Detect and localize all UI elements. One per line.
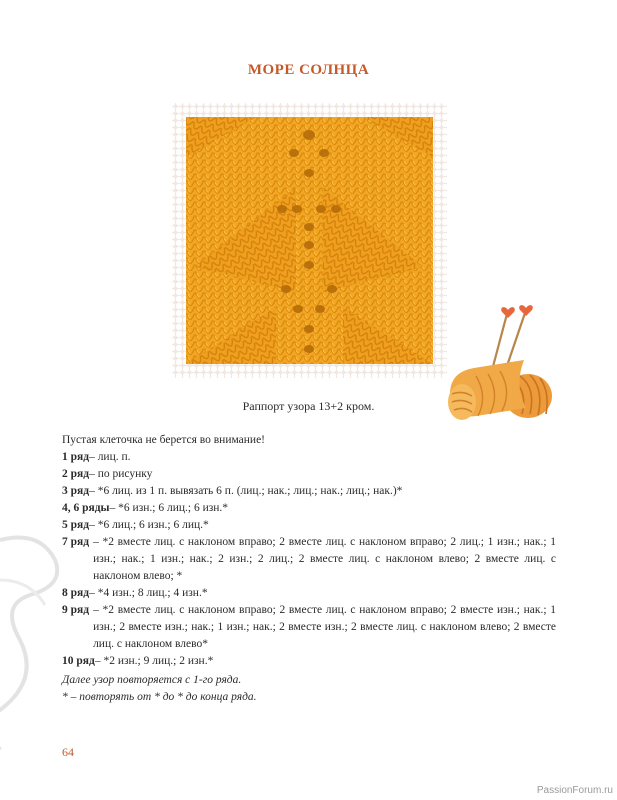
instruction-row: [62, 653, 556, 670]
row-label: 10 ряд: [62, 655, 95, 667]
row-label: 8 ряд: [62, 587, 90, 599]
row-label: 9 ряд: [62, 604, 90, 616]
instruction-row: [62, 483, 556, 500]
row-label: 2 ряд: [62, 468, 90, 480]
row-text: – *6 лиц.; 6 изн.; 6 лиц.*: [89, 519, 209, 531]
watermark: PassionForum.ru: [536, 785, 613, 796]
page-number: 64: [62, 745, 74, 759]
intro-text: Пустая клеточка не берется во внимание!: [62, 434, 266, 446]
yarn-and-needles-icon: [430, 298, 560, 448]
knitting-swatch-image: [186, 117, 433, 364]
row-text: – *6 изн.; 6 лиц.; 6 изн.*: [109, 502, 229, 514]
asterisk-note: * – повторять от * до * до конца ряда.: [62, 691, 257, 703]
instruction-row: [62, 602, 556, 653]
row-text: – лиц. п.: [89, 451, 131, 463]
knitting-instructions: [62, 432, 556, 670]
row-text: – по рисунку: [89, 468, 153, 480]
pattern-notes: [62, 672, 257, 706]
instruction-row: [62, 500, 556, 517]
row-text: – *6 лиц. из 1 п. вывязать 6 п. (лиц.; нак.; лиц.; нак.; лиц.; нак.)*: [89, 485, 403, 497]
page-title: МОРЕ СОЛНЦА: [247, 62, 370, 78]
instruction-row: [62, 517, 556, 534]
row-label: 1 ряд: [62, 451, 90, 463]
row-text: – *2 изн.; 9 лиц.; 2 изн.*: [94, 655, 214, 667]
row-text: – *2 вместе лиц. с наклоном вправо; 2 вместе лиц. с наклоном вправо; 2 вместе изн.; нак.; 1 изн.; 2 вместе изн.; нак.; 1 изн.; нак.; 2 вместе изн.; 2 вместе лиц. с наклоном влево; 2 вместе лиц. с наклоном влево*: [93, 604, 556, 650]
row-label: 7 ряд: [62, 536, 90, 548]
pattern-caption: Раппорт узора 13+2 кром.: [242, 399, 375, 413]
row-text: – *4 изн.; 8 лиц.; 4 изн.*: [89, 587, 208, 599]
decorative-thread-icon: [0, 520, 70, 750]
instruction-row: [62, 466, 556, 483]
instruction-row: [62, 449, 556, 466]
instruction-row: [62, 534, 556, 585]
row-label: 3 ряд: [62, 485, 90, 497]
row-label: 5 ряд: [62, 519, 90, 531]
row-label: 4, 6 ряды: [62, 502, 110, 514]
row-text: – *2 вместе лиц. с наклоном вправо; 2 вместе лиц. с наклоном вправо; 2 лиц.; 1 изн.; нак.; 1 изн.; нак.; 1 изн.; нак.; 2 изн.; 2 лиц.; 2 вместе лиц. с наклоном влево; 2 вместе лиц. с наклоном влево; *: [93, 536, 556, 582]
instruction-row: [62, 585, 556, 602]
repeat-note: Далее узор повторяется с 1-го ряда.: [62, 674, 242, 686]
